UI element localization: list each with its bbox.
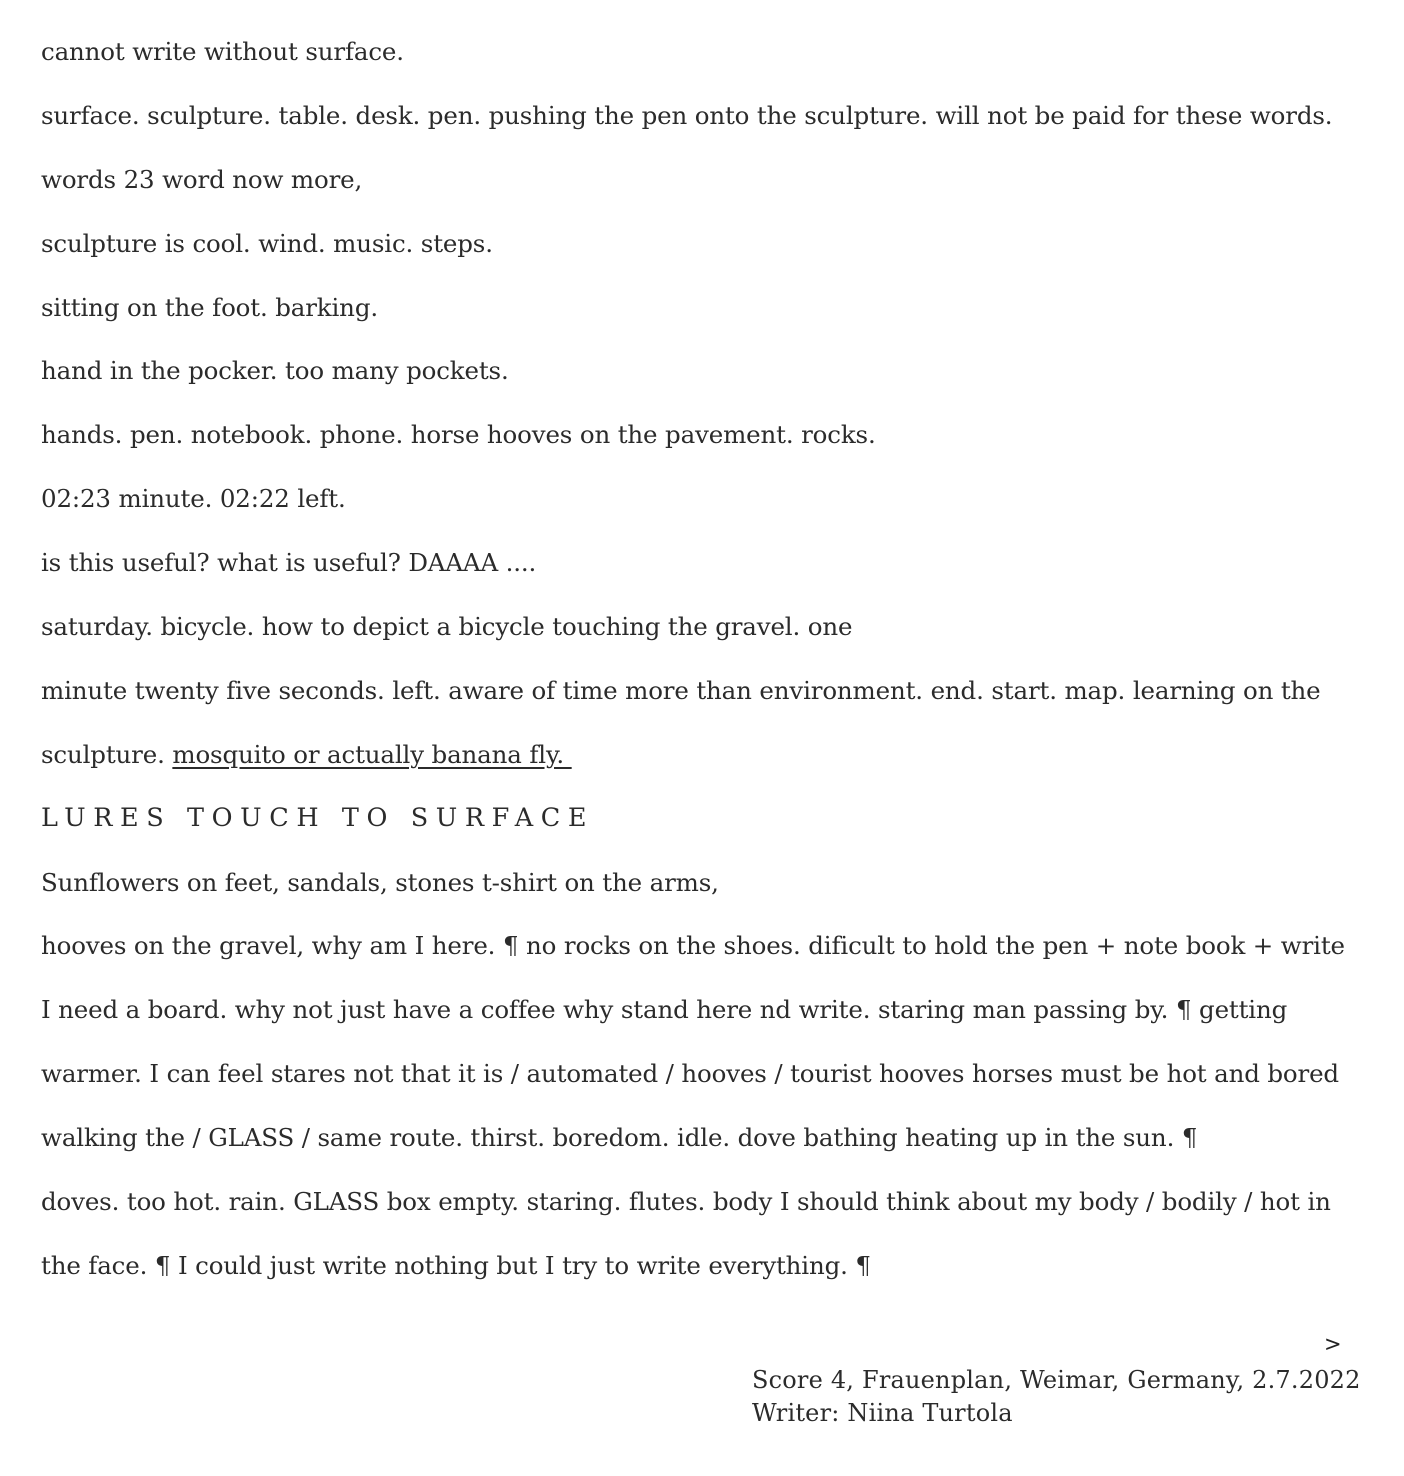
text-line: hand in the pocker. too many pockets. [41,356,509,386]
text-line: walking the / GLASS / same route. thirst. boredom. idle. dove bathing heating up in the sun. ¶ [41,1123,1198,1153]
section-heading: LURES TOUCH TO SURFACE [41,802,595,833]
text-line: Sunflowers on feet, sandals, stones t-shirt on the arms, [41,867,719,897]
text-line: the face. ¶ I could just write nothing but I try to write everything. ¶ [41,1250,871,1280]
text-line: is this useful? what is useful? DAAAA .... [41,548,537,578]
text-line: sitting on the foot. barking. [41,292,378,322]
text-line: I need a board. why not just have a coffee why stand here nd write. staring man passing by. ¶ getting [41,995,1288,1025]
text-line: minute twenty five seconds. left. aware of time more than environment. end. start. map. learning on the [41,675,1321,705]
text-line: 02:23 minute. 02:22 left. [41,484,346,514]
score-location-line: Score 4, Frauenplan, Weimar, Germany, 2.7.2022 [752,1366,1361,1394]
text-segment: sculpture. [41,739,173,769]
score-text [41,20,1371,1298]
text-line [41,723,1371,787]
text-line: sculpture is cool. wind. music. steps. [41,228,493,258]
text-line: words 23 word now more, [41,164,363,194]
text-line: hooves on the gravel, why am I here. ¶ no rocks on the shoes. dificult to hold the pen + note book + write [41,931,1345,961]
text-line: warmer. I can feel stares not that it is / automated / hooves / tourist hooves horses must be hot and bored [41,1059,1339,1089]
writer-credit-line: Writer: Niina Turtola [752,1399,1013,1427]
text-line: hands. pen. notebook. phone. horse hooves on the pavement. rocks. [41,420,876,450]
score-caption [752,1364,1361,1430]
next-page-link[interactable]: > [1324,1332,1342,1356]
text-line: surface. sculpture. table. desk. pen. pushing the pen onto the sculpture. will not be paid for these words. [41,100,1333,130]
text-line: cannot write without surface. [41,37,404,66]
text-line: saturday. bicycle. how to depict a bicycle touching the gravel. one [41,612,853,642]
text-line: doves. too hot. rain. GLASS box empty. staring. flutes. body I should think about my body / bodily / hot in [41,1187,1331,1217]
underlined-text: mosquito or actually banana fly. [172,739,572,769]
